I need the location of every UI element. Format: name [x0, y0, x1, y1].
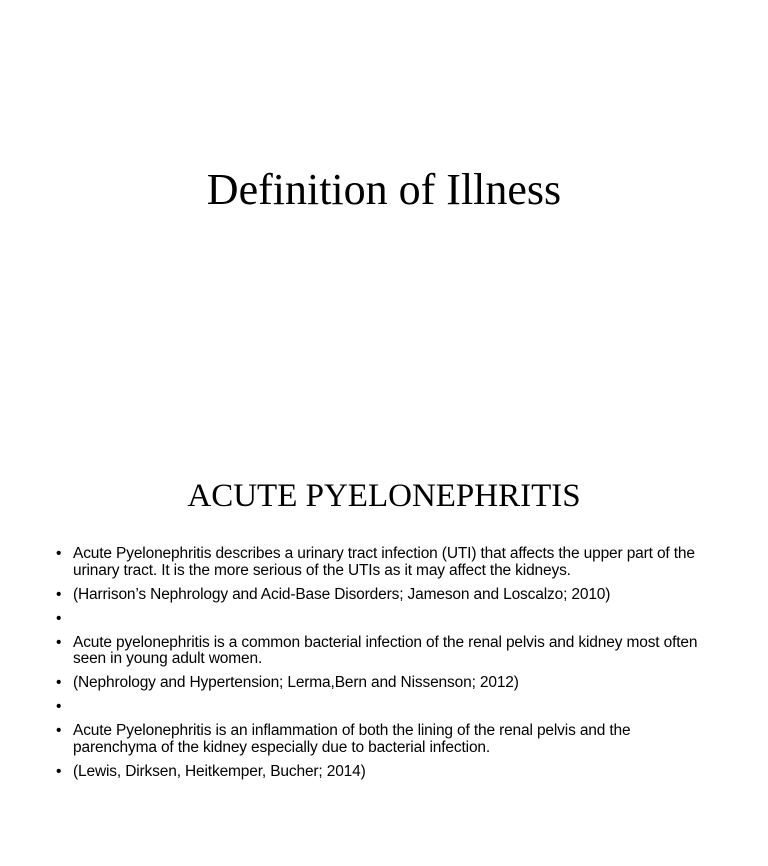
bullet-item: [56, 635, 718, 668]
bullet-marker: •: [56, 585, 62, 603]
bullet-item: [56, 723, 718, 756]
bullet-list: [56, 546, 718, 788]
bullet-item: [56, 587, 718, 604]
bullet-text: Acute pyelonephritis is a common bacterial infection of the renal pelvis and kidney most often seen in young adult women.: [73, 633, 698, 667]
bullet-text: (Nephrology and Hypertension; Lerma,Bern and Nissenson; 2012): [73, 674, 519, 691]
bullet-marker: •: [56, 545, 62, 562]
bullet-marker: •: [56, 722, 62, 739]
bullet-marker: •: [56, 674, 62, 691]
bullet-text: Acute Pyelonephritis describes a urinary tract infection (UTI) that affects the upper part of the urinary tract. It is the more serious of the UTIs as it may affect the kidneys.: [73, 545, 695, 579]
section-heading: ACUTE PYELONEPHRITIS: [187, 478, 581, 514]
bullet-marker: •: [56, 633, 62, 651]
bullet-text: (Harrison’s Nephrology and Acid-Base Disorders; Jameson and Loscalzo; 2010): [73, 585, 611, 603]
bullet-item: [56, 546, 718, 579]
bullet-item: [56, 699, 718, 716]
bullet-marker: •: [56, 698, 62, 715]
bullet-item: [56, 675, 718, 692]
bullet-item: [56, 764, 718, 781]
bullet-item: [56, 611, 718, 628]
bullet-marker: •: [56, 609, 62, 627]
bullet-text: (Lewis, Dirksen, Heitkemper, Bucher; 2014): [73, 762, 366, 780]
slide-title: Definition of Illness: [206, 165, 562, 214]
bullet-text: Acute Pyelonephritis is an inflammation of both the lining of the renal pelvis and the parenchyma of the kidney especially due to bacterial infection.: [73, 722, 631, 756]
bullet-marker: •: [56, 762, 62, 780]
